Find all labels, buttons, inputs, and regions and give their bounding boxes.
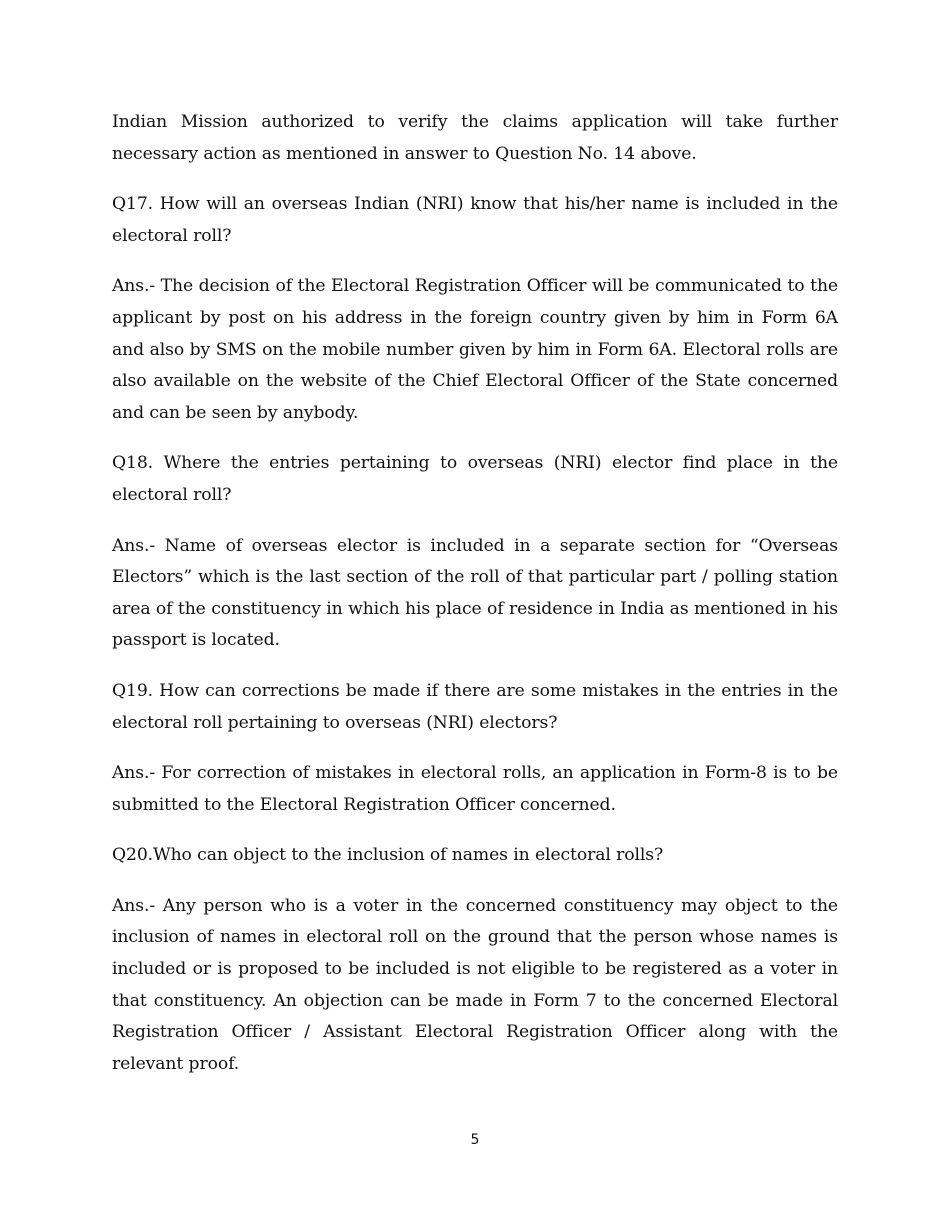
page-number: 5 bbox=[470, 1132, 480, 1148]
answer-18: Ans.- Name of overseas elector is included in a separate section for “Overseas Electors” which is the last section of the roll of that particular part / polling station area of the constituency in which his place of residence in India as mentioned in his passport is located. bbox=[112, 535, 838, 651]
answer-19: Ans.- For correction of mistakes in electoral rolls, an application in Form-8 is to be submitted to the Electoral Registration Officer concerned. bbox=[112, 763, 838, 815]
paragraph-continuation: Indian Mission authorized to verify the claims application will take further necessary action as mentioned in answer to Question No. 14 above. bbox=[112, 112, 838, 164]
question-18: Q18. Where the entries pertaining to overseas (NRI) elector find place in the electoral roll? bbox=[112, 453, 838, 505]
question-20: Q20.Who can object to the inclusion of names in electoral rolls? bbox=[112, 845, 664, 866]
document-body bbox=[112, 107, 838, 1099]
answer-17: Ans.- The decision of the Electoral Registration Officer will be communicated to the applicant by post on his address in the foreign country given by him in Form 6A and also by SMS on the mobile number given by him in Form 6A. Electoral rolls are also available on the website of the Chief Electoral Officer of the State concerned and can be seen by anybody. bbox=[112, 276, 838, 423]
answer-20: Ans.- Any person who is a voter in the concerned constituency may object to the inclusion of names in electoral roll on the ground that the person whose names is included or is proposed to be included is not eligible to be registered as a voter in that constituency. An objection can be made in Form 7 to the concerned Electoral Registration Officer / Assistant Electoral Registration Officer along with the relevant proof. bbox=[112, 895, 838, 1074]
question-17: Q17. How will an overseas Indian (NRI) know that his/her name is included in the electoral roll? bbox=[112, 194, 838, 246]
question-19: Q19. How can corrections be made if there are some mistakes in the entries in the electoral roll pertaining to overseas (NRI) electors? bbox=[112, 680, 838, 733]
